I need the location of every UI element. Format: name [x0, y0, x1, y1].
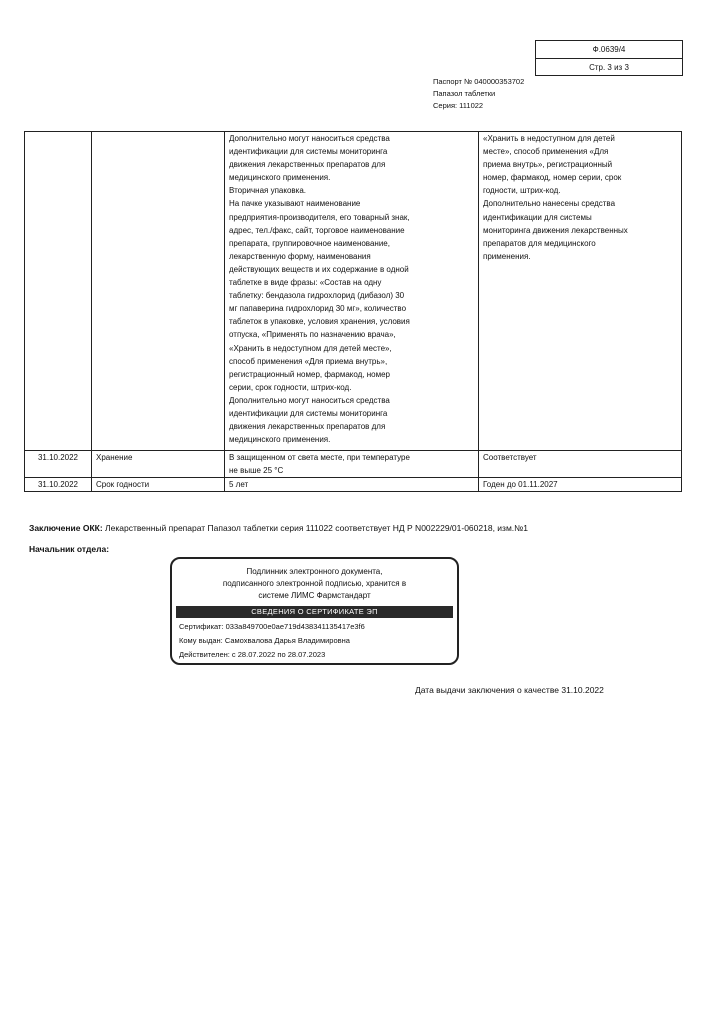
- cell-indicator: Срок годности: [92, 478, 225, 492]
- stamp-line-3: системе ЛИМС Фармстандарт: [258, 591, 371, 600]
- cell-date: 31.10.2022: [25, 451, 92, 478]
- cell-date: 31.10.2022: [25, 478, 92, 492]
- conclusion-label: Заключение ОКК:: [29, 523, 103, 533]
- cell-result: «Хранить в недоступном для детей месте», способ применения «Для приема внутрь», регистрационный номер, фармакод, номер серии, срок годности, штрих-код. Дополнительно нанесены средства идентификации для системы мониторинга движения лекарственных препаратов для медицинского применения.: [479, 132, 682, 451]
- cell-requirement: Дополнительно могут наноситься средства идентификации для системы мониторинга движения лекарственных препаратов для медицинского применения. Вторичная упаковка. На пачке указывают наименование предприятия-производителя, его товарный знак, адрес, тел./факс, сайт, торговое наименование препарата, группировочное наименование, лекарственную форму, наименования действующих веществ и их содержание в одной таблетке в виде фразы: «Состав на одну таблетку: бендазола гидрохлорид (дибазол) 30 мг папаверина гидрохлорид 30 мг», количество таблеток в упаковке, условия хранения, условия отпуска, «Применять по назначению врача», «Хранить в недоступном для детей месте», способ применения «Для приема внутрь», регистрационный номер, фармакод, номер серии, срок годности, штрих-код. Дополнительно могут наноситься средства идентификации для системы мониторинга движения лекарственных препаратов для медицинского применения.: [225, 132, 479, 451]
- form-code-box: [535, 40, 683, 76]
- issue-date: Дата выдачи заключения о качестве 31.10.2022: [415, 685, 604, 695]
- product-name: Папазол таблетки: [433, 89, 496, 98]
- certificate-validity: Действителен: с 28.07.2022 по 28.07.2023: [179, 650, 326, 659]
- stamp-line-2: подписанного электронной подписью, хранится в: [222, 579, 407, 588]
- page-number: Стр. 3 из 3: [536, 58, 682, 76]
- passport-number: Паспорт № 040000353702: [433, 77, 525, 86]
- certificate-info-bar: СВЕДЕНИЯ О СЕРТИФИКАТЕ ЭП: [176, 606, 453, 618]
- quality-table: [24, 131, 682, 492]
- signature-stamp: [170, 557, 459, 665]
- stamp-line-1: Подлинник электронного документа,: [246, 567, 383, 576]
- cell-result: Годен до 01.11.2027: [479, 478, 682, 492]
- department-head-label: Начальник отдела:: [29, 544, 110, 554]
- cell-indicator: Хранение: [92, 451, 225, 478]
- table-row: [25, 132, 682, 451]
- cell-result: Соответствует: [479, 451, 682, 478]
- cell-requirement: В защищенном от света месте, при температуре не выше 25 °С: [225, 451, 479, 478]
- cell-requirement: 5 лет: [225, 478, 479, 492]
- certificate-number: Сертификат: 033a849700e0ae719d438341135417e3f6: [179, 622, 365, 631]
- form-code: Ф.0639/4: [592, 45, 626, 54]
- cell-date: [25, 132, 92, 451]
- cell-indicator: [92, 132, 225, 451]
- certificate-owner: Кому выдан: Самохвалова Дарья Владимировна: [179, 636, 350, 645]
- table-row: [25, 451, 682, 478]
- conclusion-text: Лекарственный препарат Папазол таблетки серия 111022 соответствует НД Р N002229/01-060218, изм.№1: [102, 523, 528, 533]
- series-number: Серия: 111022: [433, 101, 484, 110]
- conclusion: [29, 523, 528, 533]
- table-row: [25, 478, 682, 492]
